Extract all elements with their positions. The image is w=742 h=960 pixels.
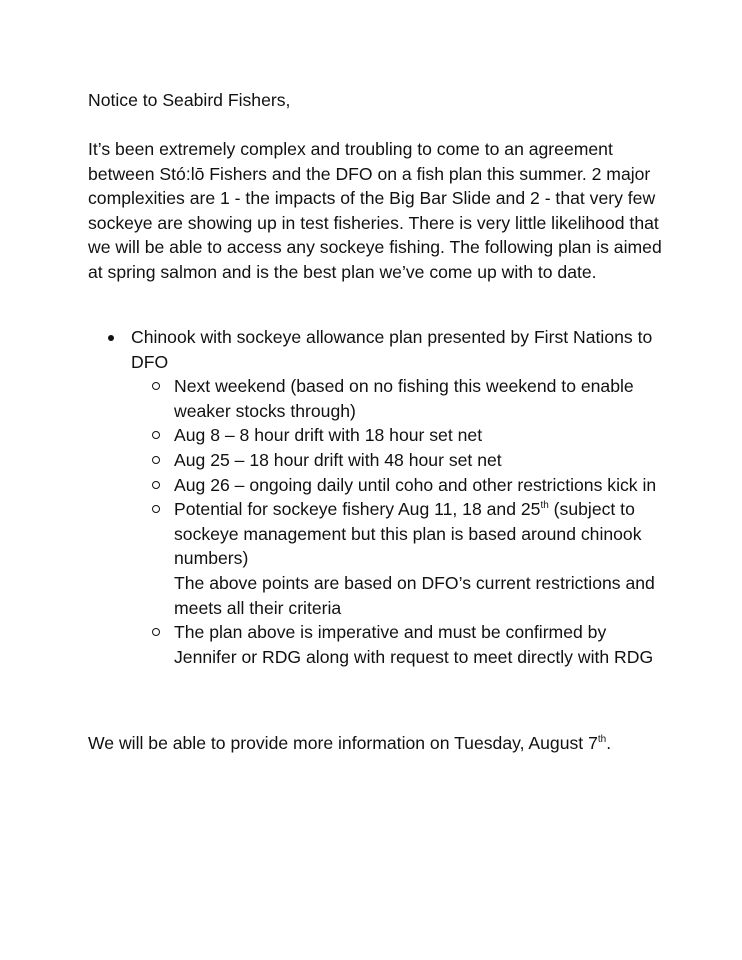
closing-punctuation: . <box>606 733 612 753</box>
sub-item-text: Aug 8 – 8 hour drift with 18 hour set net <box>174 425 483 446</box>
sub-list-item <box>131 374 668 423</box>
sub-list-item <box>131 448 668 473</box>
sub-item-text: Aug 26 – ongoing daily until coho and other restrictions kick in <box>174 474 657 495</box>
sub-list-item <box>131 620 668 669</box>
circle-bullet-icon <box>152 382 160 390</box>
sub-item-text: Aug 25 – 18 hour drift with 48 hour set net <box>174 449 502 470</box>
intro-paragraph: It’s been extremely complex and troubling to come to an agreement between Stó:lō Fishers and the DFO on a fish plan this summer. 2 major complexities are 1 - the impacts of the Big Bar Slide and 2 - that very few sockeye are showing up in test fisheries. There is very little likelihood that we will be able to access any sockeye fishing. The following plan is aimed at spring salmon and is the best plan we’ve come up with to date. <box>88 139 662 282</box>
plan-bullet-text: Chinook with sockeye allowance plan presented by First Nations to DFO <box>131 327 653 372</box>
sub-list-item <box>131 423 668 448</box>
ordinal-superscript: th <box>540 500 549 512</box>
sub-list-item <box>131 497 668 620</box>
ordinal-superscript: th <box>597 734 607 746</box>
plan-list <box>88 325 668 669</box>
sub-item-text: Next weekend (based on no fishing this weekend to enable weaker stocks through) <box>174 376 634 421</box>
circle-bullet-icon <box>152 456 160 464</box>
circle-bullet-icon <box>152 628 160 636</box>
plan-sub-list <box>131 374 668 669</box>
circle-bullet-icon <box>152 431 160 439</box>
sub-item-text: Potential for sockeye fishery Aug 11, 18 and 25 <box>174 499 541 520</box>
circle-bullet-icon <box>152 505 160 513</box>
closing-text: We will be able to provide more information on Tuesday, August 7 <box>88 733 598 753</box>
sub-list-item <box>131 473 668 498</box>
sub-item-text-continued: (subject to sockeye management but this plan is based around chinook numbers) <box>174 499 642 569</box>
circle-bullet-icon <box>152 481 160 489</box>
sub-item-note: The above points are based on DFO’s current restrictions and meets all their criteria <box>174 572 655 618</box>
salutation: Notice to Seabird Fishers, <box>88 90 291 110</box>
plan-bullet-item <box>88 325 668 669</box>
sub-item-text: The plan above is imperative and must be confirmed by Jennifer or RDG along with request to meet directly with RDG <box>174 622 654 667</box>
bullet-dot-icon <box>108 335 114 341</box>
closing-line <box>88 731 688 756</box>
